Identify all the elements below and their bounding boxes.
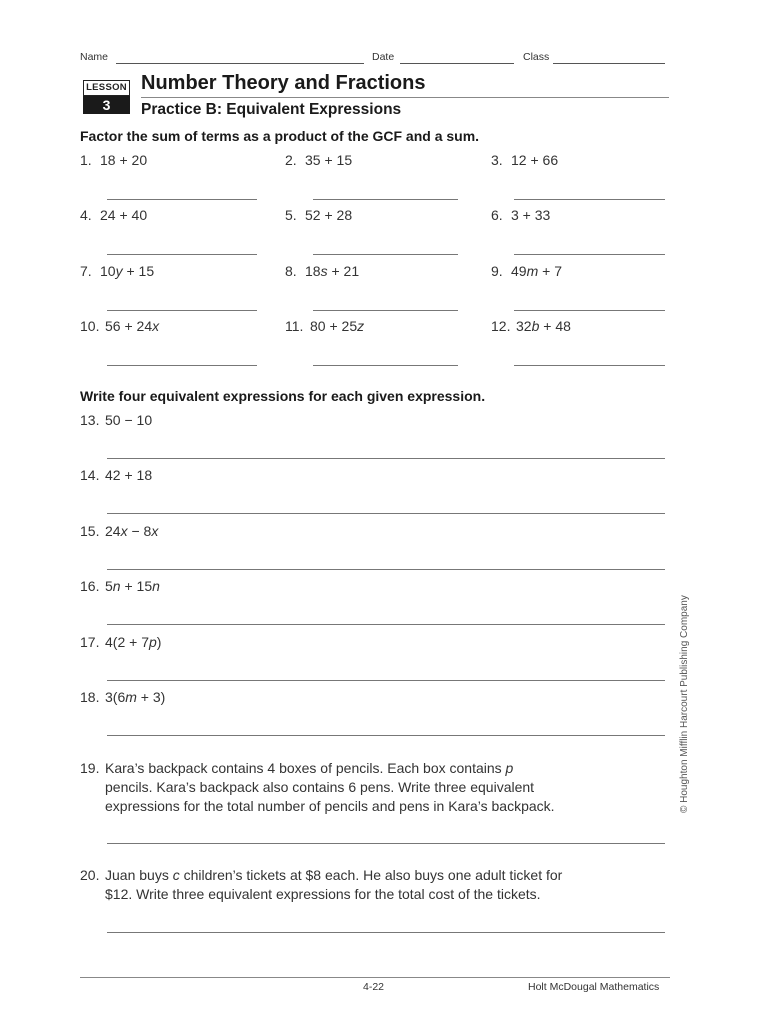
problem-number: 12.	[491, 318, 511, 334]
problem-19-line1: Kara’s backpack contains 4 boxes of pencils. Each box contains	[105, 760, 506, 776]
expression-variable: n	[152, 578, 160, 594]
problem-number: 5.	[285, 207, 297, 223]
lesson-badge-label: LESSON	[83, 80, 130, 96]
problem-number: 14.	[80, 467, 100, 483]
problem-19-text	[105, 759, 625, 816]
problem-19-line3: expressions for the total number of pencils and pens in Kara’s backpack.	[105, 798, 555, 814]
problem-19-number: 19.	[80, 760, 100, 776]
expression-part: 24	[105, 523, 121, 539]
problem-number: 16.	[80, 578, 100, 594]
problem-number: 8.	[285, 263, 297, 279]
problem-20-number: 20.	[80, 867, 100, 883]
expression-part: + 3)	[136, 689, 166, 705]
problem-expression	[516, 318, 571, 334]
answer-line[interactable]	[313, 254, 458, 255]
problem-expression	[105, 467, 152, 483]
expression-variable: s	[320, 263, 328, 279]
expression-part: 56 + 24	[105, 318, 153, 334]
answer-line[interactable]	[313, 365, 458, 366]
problem-19-answer-line[interactable]	[107, 843, 665, 844]
expression-variable: x	[120, 523, 128, 539]
expression-part: + 48	[539, 318, 571, 334]
answer-line[interactable]	[107, 254, 257, 255]
problem-19-variable: p	[505, 760, 514, 776]
lesson-badge	[83, 80, 130, 114]
answer-line[interactable]	[107, 310, 257, 311]
problem-expression: 35 + 15	[305, 152, 353, 168]
problem-number: 18.	[80, 689, 100, 705]
problem-number: 17.	[80, 634, 100, 650]
problem-expression	[105, 412, 152, 428]
problem-number: 6.	[491, 207, 503, 223]
problem-expression: 24 + 40	[100, 207, 148, 223]
expression-part: + 21	[327, 263, 360, 279]
problem-expression	[105, 523, 158, 539]
name-label: Name	[80, 51, 109, 63]
answer-line[interactable]	[514, 365, 665, 366]
problem-number: 3.	[491, 152, 503, 168]
expression-part: + 15	[120, 578, 153, 594]
section2-instructions: Write four equivalent expressions for each given expression.	[80, 388, 486, 404]
expression-variable: m	[125, 689, 137, 705]
expression-part: + 15	[122, 263, 155, 279]
expression-part: )	[156, 634, 162, 650]
problem-20-answer-line[interactable]	[107, 932, 665, 933]
class-label: Class	[523, 51, 550, 63]
problem-20-variable: c	[172, 867, 180, 883]
lesson-number: 3	[83, 96, 130, 114]
expression-part: 49	[511, 263, 527, 279]
expression-part: 80 + 25	[310, 318, 358, 334]
publisher-name: Holt McDougal Mathematics	[528, 981, 660, 993]
problem-expression	[105, 578, 160, 594]
problem-expression	[105, 634, 161, 650]
problem-expression	[105, 689, 165, 705]
problem-number: 1.	[80, 152, 92, 168]
problem-number: 13.	[80, 412, 100, 428]
answer-line[interactable]	[107, 199, 257, 200]
expression-part: 10	[100, 263, 116, 279]
problem-number: 2.	[285, 152, 297, 168]
problem-expression	[105, 318, 159, 334]
answer-line[interactable]	[107, 680, 665, 681]
page-subtitle: Practice B: Equivalent Expressions	[141, 101, 402, 118]
expression-variable: y	[115, 263, 123, 279]
date-field[interactable]	[400, 63, 514, 64]
page-title: Number Theory and Fractions	[141, 72, 426, 94]
footer-divider	[80, 977, 670, 978]
expression-part: 4(2 + 7	[105, 634, 149, 650]
problem-number: 4.	[80, 207, 92, 223]
problem-expression: 18 + 20	[100, 152, 148, 168]
answer-line[interactable]	[514, 254, 665, 255]
answer-line[interactable]	[107, 624, 665, 625]
expression-part: + 7	[538, 263, 562, 279]
answer-line[interactable]	[514, 199, 665, 200]
answer-line[interactable]	[107, 365, 257, 366]
page-number: 4-22	[363, 981, 385, 993]
title-divider	[141, 97, 669, 98]
answer-line[interactable]	[107, 458, 665, 459]
date-label: Date	[372, 51, 395, 63]
problem-expression	[100, 263, 154, 279]
problem-number: 15.	[80, 523, 100, 539]
problem-20-line1-b: children’s tickets at $8 each. He also buys one adult ticket for	[179, 867, 563, 883]
answer-line[interactable]	[107, 513, 665, 514]
problem-number: 9.	[491, 263, 503, 279]
expression-variable: n	[112, 578, 121, 594]
problem-19-line2: pencils. Kara’s backpack also contains 6 pens. Write three equivalent	[105, 779, 535, 795]
problem-number: 11.	[285, 318, 304, 334]
expression-part: 3(6	[105, 689, 126, 705]
problem-expression: 52 + 28	[305, 207, 353, 223]
answer-line[interactable]	[107, 735, 665, 736]
name-field[interactable]	[116, 63, 364, 64]
problem-expression: 3 + 33	[511, 207, 551, 223]
copyright-notice: © Houghton Mifflin Harcourt Publishing Company	[679, 595, 690, 813]
expression-part: 5	[105, 578, 113, 594]
answer-line[interactable]	[107, 569, 665, 570]
expression-variable: x	[152, 318, 160, 334]
expression-variable: p	[148, 634, 157, 650]
problem-expression	[305, 263, 359, 279]
problem-number: 7.	[80, 263, 92, 279]
expression-part: 18	[305, 263, 321, 279]
answer-line[interactable]	[514, 310, 665, 311]
expression-variable: b	[531, 318, 540, 334]
problem-20-line1-a: Juan buys	[105, 867, 173, 883]
answer-line[interactable]	[313, 310, 458, 311]
expression-part: 32	[516, 318, 532, 334]
problem-20-line2: $12. Write three equivalent expressions for the total cost of the tickets.	[105, 886, 541, 902]
problem-expression	[511, 263, 562, 279]
expression-part: 50 − 10	[105, 412, 153, 428]
answer-line[interactable]	[313, 199, 458, 200]
expression-variable: z	[357, 318, 365, 334]
expression-variable: x	[151, 523, 159, 539]
problem-20-text	[105, 866, 625, 904]
problem-number: 10.	[80, 318, 100, 334]
problem-expression: 12 + 66	[511, 152, 559, 168]
class-field[interactable]	[553, 63, 665, 64]
expression-variable: m	[526, 263, 539, 279]
problem-expression	[310, 318, 364, 334]
section1-instructions: Factor the sum of terms as a product of the GCF and a sum.	[80, 128, 480, 144]
expression-part: − 8	[127, 523, 152, 539]
expression-part: 42 + 18	[105, 467, 153, 483]
